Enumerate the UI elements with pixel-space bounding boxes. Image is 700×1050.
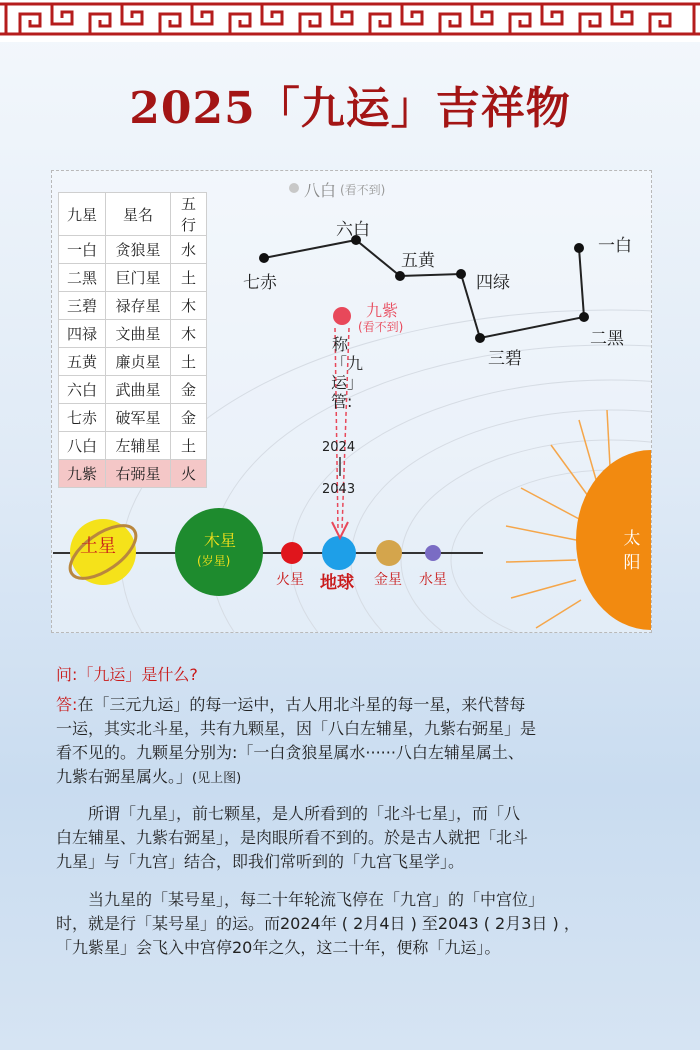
table-cell: 水 [171,236,207,264]
jupiter-label: 木星 [204,531,237,550]
star-label-yibai: 一白 [598,236,632,256]
star-label-erhei: 二黑 [590,329,624,349]
paragraph-two [56,802,646,874]
table-cell: 七赤 [59,404,106,432]
table-cell: 火 [171,460,207,488]
answer-note: (见上图) [192,771,242,786]
babai-dot [289,183,299,193]
table-header-cell: 星名 [106,193,171,236]
babai-label: 八白 [304,181,337,200]
arrow-head [332,522,348,538]
table-cell: 木 [171,292,207,320]
mars-label: 火星 [276,572,304,588]
star-label-wuhuang: 五黄 [401,251,435,271]
nine-stars-table [58,192,207,488]
table-cell: 金 [171,376,207,404]
table-cell: 九紫 [59,460,106,488]
table-cell: 廉贞星 [106,348,171,376]
top-lattice-border [0,0,700,42]
table-cell: 土 [171,264,207,292]
table-row [59,376,207,404]
table-header-cell: 五行 [171,193,207,236]
table-cell: 巨门星 [106,264,171,292]
answer-paragraph [56,693,646,791]
table-cell: 金 [171,404,207,432]
table-cell: 五黄 [59,348,106,376]
table-cell: 八白 [59,432,106,460]
answer-line [56,693,646,717]
table-cell: 三碧 [59,292,106,320]
earth-label: 地球 [320,573,354,593]
mercury-label: 水星 [419,572,447,588]
table-header-row [59,193,207,236]
answer-line: 看不见的。九颗星分别为:「一白贪狼星属水······八白左辅星属土、 [56,743,524,762]
table-row [59,320,207,348]
paragraph-three [56,888,646,960]
jiuzi-label: 九紫 [366,301,399,320]
table-cell: 文曲星 [106,320,171,348]
table-cell: 木 [171,320,207,348]
saturn-label: 土星 [80,536,116,557]
mercury-planet [425,545,441,561]
paragraph-line: 所谓「九星」，前七颗星，是人所看到的「北斗七星」，而「八 [88,804,521,823]
earth-planet [322,536,356,570]
table-cell: 六白 [59,376,106,404]
table-cell: 武曲星 [106,376,171,404]
question-heading: 问:「九运」是什么? [56,665,198,684]
table-row-highlight [59,460,207,488]
table-cell: 一白 [59,236,106,264]
star-label-silu: 四绿 [476,273,510,293]
table-row [59,404,207,432]
jiuzi-dot [333,307,351,325]
table-row [59,236,207,264]
table-header-cell: 九星 [59,193,106,236]
star-label-liubai: 六白 [336,220,370,240]
star-label-qichi: 七赤 [243,273,277,293]
table-cell: 土 [171,432,207,460]
table-cell: 二黑 [59,264,106,292]
year-end: 2043 [322,482,356,497]
answer-line [56,765,646,791]
table-row [59,292,207,320]
babai-note: (看不到) [340,183,386,197]
table-cell: 破军星 [106,404,171,432]
answer-label: 答: [56,695,78,714]
jiuzi-note: (看不到) [358,320,404,334]
paragraph-line: 九星」与「九宫」结合，即我们常听到的「九宫飞星学」。 [56,852,465,871]
paragraph-line: 「九紫星」会飞入中宫停20年之久，这二十年，便称「九运」。 [56,938,501,957]
paragraph-line: 当九星的「某号星」，每二十年轮流飞停在「九宫」的「中宫位」 [88,890,545,909]
table-cell: 左辅星 [106,432,171,460]
answer-text: 九紫右弼星属火。」 [56,767,193,786]
answer-text: 在「三元九运」的每一运中，古人用北斗星的每一星，来代替每 [77,695,526,714]
answer-line: 一运，其实北斗星，共有九颗星，因「八白左辅星，九紫右弼星」是 [56,719,537,738]
table-cell: 四禄 [59,320,106,348]
year-start: 2024 [322,440,356,455]
venus-planet [376,540,402,566]
table-row [59,264,207,292]
jupiter-note: (岁星) [197,554,231,568]
table-cell: 贪狼星 [106,236,171,264]
paragraph-line: 白左辅星、九紫右弼星」，是肉眼所看不到的。於是古人就把「北斗 [56,828,529,847]
table-row [59,348,207,376]
page-title: 2025「九运」吉祥物 [129,83,571,134]
venus-label: 金星 [374,572,402,588]
vertical-caption: 称「九运」管: [331,335,364,411]
sun-label: 太阳 [623,529,641,573]
table-cell: 土 [171,348,207,376]
table-cell: 禄存星 [106,292,171,320]
mars-planet [281,542,303,564]
paragraph-line: 时，就是行「某号星」的运。而2024年 ( 2月4日 ) 至2043 ( 2月3日 ) ， [56,914,580,933]
star-label-sanbi: 三碧 [488,349,522,369]
table-row [59,432,207,460]
table-cell: 右弼星 [106,460,171,488]
